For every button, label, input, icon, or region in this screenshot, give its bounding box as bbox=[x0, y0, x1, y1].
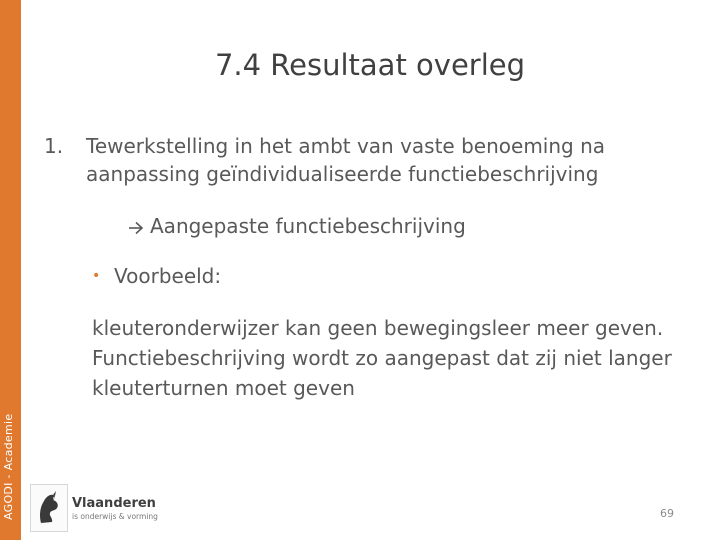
arrow-line bbox=[128, 212, 466, 240]
lion-icon bbox=[30, 484, 68, 532]
bullet-item bbox=[92, 262, 221, 290]
sidebar-label: AGODI - Academie bbox=[2, 413, 15, 520]
arrow-text: Aangepaste functiebeschrijving bbox=[150, 214, 466, 238]
vlaanderen-logo bbox=[30, 484, 190, 532]
page-title: 7.4 Resultaat overleg bbox=[214, 48, 526, 82]
item-text: Tewerkstelling in het ambt van vaste benoeming na aanpassing geïndividualiseerde functiebeschrijving bbox=[86, 134, 606, 186]
bullet-text: Voorbeeld: bbox=[114, 264, 222, 288]
example-text: kleuteronderwijzer kan geen bewegingsleer meer geven. Functiebeschrijving wordt zo aangepast dat zij niet langer kleuterturnen moet geven bbox=[92, 316, 672, 400]
numbered-item bbox=[44, 132, 704, 188]
logo-title: Vlaanderen bbox=[72, 496, 156, 511]
bullet-icon: • bbox=[92, 268, 101, 284]
item-number: 1. bbox=[44, 134, 64, 158]
arrow-right-icon bbox=[128, 221, 144, 235]
logo-subtitle: is onderwijs & vorming bbox=[72, 512, 158, 521]
page-number: 69 bbox=[660, 507, 674, 520]
